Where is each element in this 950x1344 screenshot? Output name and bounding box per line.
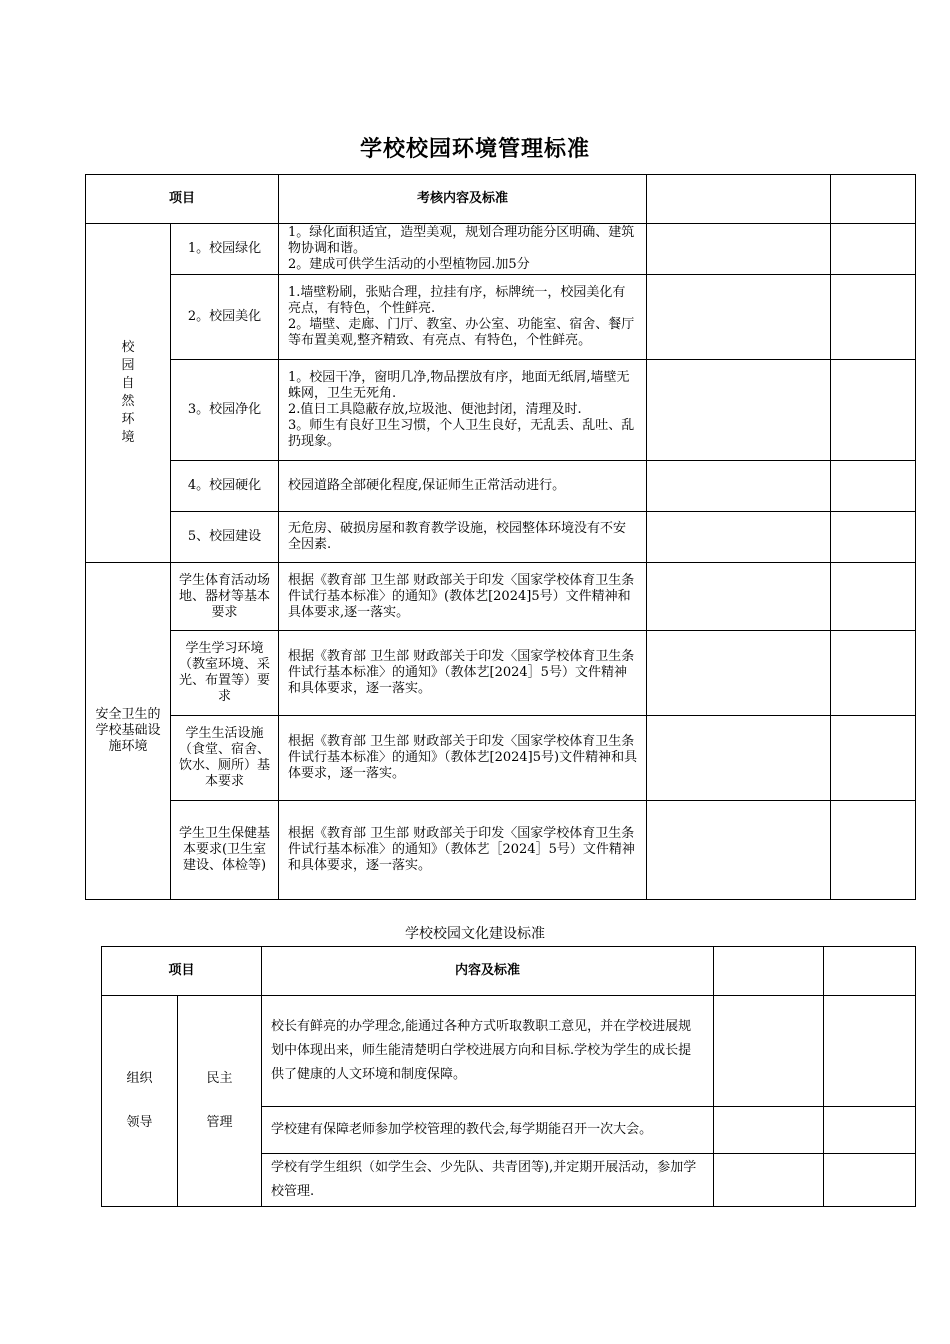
section-label-safety: 安全卫生的学校基础设施环境 [86,563,171,900]
blank-cell [714,1107,824,1154]
blank-cell [714,996,824,1107]
item-content: 1。校园干净，窗明几净,物品摆放有序，地面无纸屑,墙壁无蛛网，卫生无死角. 2.值日工具隐蔽存放,垃圾池、便池封闭，清理及时. 3。师生有良好卫生习惯，个人卫生良好，无乱丢、乱吐、乱扔现象。 [279,360,647,461]
blank-cell [714,1154,824,1207]
item-content: 根据《教育部 卫生部 财政部关于印发〈国家学校体育卫生条件试行基本标准〉的通知》(教体艺[2024]5号）文件精神和具体要求,逐一落实。 [279,563,647,631]
group-label [102,996,178,1207]
item-content: 学校有学生组织（如学生会、少先队、共青团等),并定期开展活动，参加学校管理. [262,1154,714,1207]
blank-cell [831,512,916,563]
page-title: 学校校园环境管理标准 [359,137,590,162]
section-title-culture: 学校校园文化建设标准 [405,926,545,942]
item-content: 1。绿化面积适宜，造型美观，规划合理功能分区明确、建筑物协调和谐。 2。建成可供学生活动的小型植物园.加5分 [279,224,647,275]
blank-cell [831,801,916,900]
blank-cell [824,1107,916,1154]
header-content: 考核内容及标准 [279,175,647,224]
blank-cell [714,947,824,996]
blank-cell [831,175,916,224]
item-content: 无危房、破损房屋和教育教学设施，校园整体环境没有不安全因素. [279,512,647,563]
item-label: 3。校园净化 [171,360,279,461]
blank-cell [647,461,831,512]
blank-cell [831,360,916,461]
item-content: 根据《教育部 卫生部 财政部关于印发〈国家学校体育卫生条件试行基本标准〉的通知》（教体艺[2024]5号)文件精神和具体要求，逐一落实。 [279,716,647,801]
header-content: 内容及标准 [262,947,714,996]
sub-label [178,996,262,1207]
section-label-natural: 校园自然环境 [86,224,171,563]
blank-cell [647,716,831,801]
header-project: 项目 [102,947,262,996]
item-label: 1。校园绿化 [171,224,279,275]
group-label-line: 领导 [126,1115,153,1130]
item-label: 2。校园美化 [171,275,279,360]
item-label: 4。校园硬化 [171,461,279,512]
item-label: 5、校园建设 [171,512,279,563]
group-label-line: 组织 [126,1071,153,1086]
culture-standards-table [101,946,916,1207]
blank-cell [647,175,831,224]
item-label: 学生学习环境（教室环境、采光、布置等）要求 [171,631,279,716]
item-content: 根据《教育部 卫生部 财政部关于印发〈国家学校体育卫生条件试行基本标准〉的通知》（教体艺[2024］5号）文件精神和具体要求，逐一落实。 [279,631,647,716]
blank-cell [824,947,916,996]
blank-cell [647,512,831,563]
item-content: 根据《教育部 卫生部 财政部关于印发〈国家学校体育卫生条件试行基本标准〉的通知》（教体艺［2024］5号）文件精神和具体要求，逐一落实。 [279,801,647,900]
blank-cell [831,563,916,631]
environment-standards-table [85,174,916,900]
sub-label-line: 管理 [206,1115,233,1130]
item-label: 学生卫生保健基本要求(卫生室建设、体检等) [171,801,279,900]
blank-cell [647,275,831,360]
sub-label-line: 民主 [206,1071,233,1086]
blank-cell [647,563,831,631]
blank-cell [824,996,916,1107]
item-content: 1.墙壁粉刷，张贴合理，拉挂有序，标牌统一，校园美化有亮点，有特色，个性鲜亮. 2。墙壁、走廊、门厅、教室、办公室、功能室、宿舍、餐厅等布置美观,整齐精致、有亮点、有特色，个性鲜亮。 [279,275,647,360]
header-project: 项目 [86,175,279,224]
blank-cell [831,224,916,275]
item-content: 学校建有保障老师参加学校管理的教代会,每学期能召开一次大会。 [262,1107,714,1154]
blank-cell [647,801,831,900]
blank-cell [831,275,916,360]
blank-cell [647,360,831,461]
item-label: 学生生活设施（食堂、宿舍、饮水、厕所）基本要求 [171,716,279,801]
blank-cell [831,461,916,512]
blank-cell [647,224,831,275]
item-content: 校长有鲜亮的办学理念,能通过各种方式听取教职工意见，并在学校进展规划中体现出来，师生能清楚明白学校进展方向和目标.学校为学生的成长提供了健康的人文环境和制度保障。 [262,996,714,1107]
blank-cell [831,631,916,716]
blank-cell [824,1154,916,1207]
blank-cell [831,716,916,801]
blank-cell [647,631,831,716]
item-content: 校园道路全部硬化程度,保证师生正常活动进行。 [279,461,647,512]
item-label: 学生体育活动场地、器材等基本要求 [171,563,279,631]
